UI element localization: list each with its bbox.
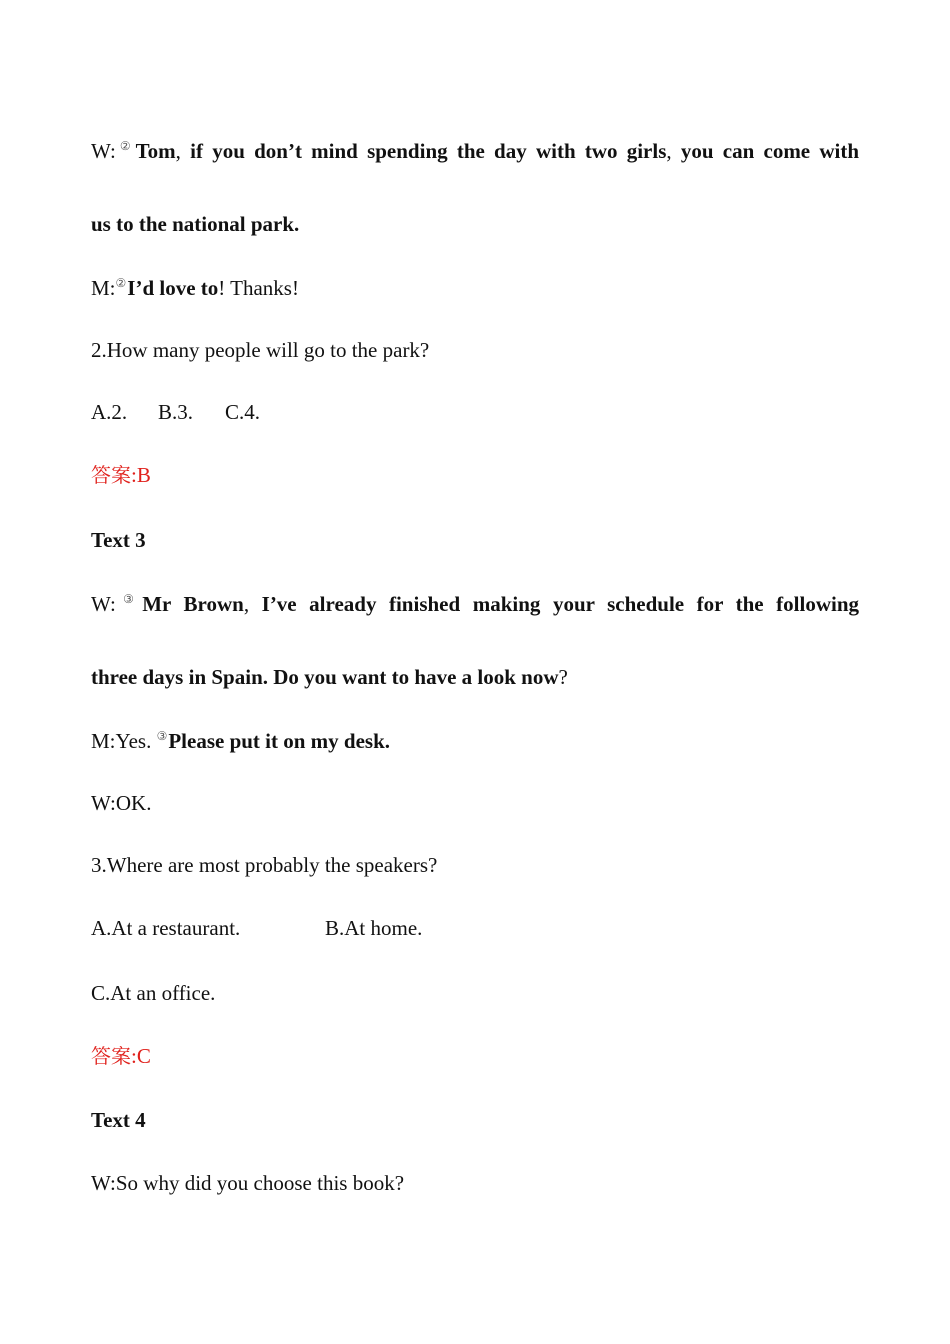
dialogue-line: M:Yes. ③Please put it on my desk. — [91, 729, 391, 753]
option-b: B.At home. — [325, 916, 423, 940]
section-heading: Text 3 — [91, 528, 146, 552]
circled-two-mark: ② — [115, 139, 135, 153]
circled-two-mark: ② — [115, 276, 127, 290]
dialogue-line-continued: three days in Spain. Do you want to have a look now? — [91, 665, 568, 689]
options-3-row1 — [91, 918, 422, 939]
option-c: C.4. — [225, 400, 261, 424]
dialogue-line: W:②Tom, if you don’t mind spending the day with two girls, you can come with — [91, 139, 860, 163]
options-2 — [91, 402, 260, 423]
dialogue-line-continued: us to the national park. — [91, 212, 300, 236]
question-3: 3.Where are most probably the speakers? — [91, 853, 438, 877]
question-2: 2.How many people will go to the park? — [91, 338, 430, 362]
section-heading: Text 4 — [91, 1108, 146, 1132]
dialogue-line: W:So why did you choose this book? — [91, 1171, 405, 1195]
option-c: C.At an office. — [91, 981, 216, 1005]
option-a: A.At a restaurant. — [91, 916, 241, 940]
dialogue-line: M:②I’d love to! Thanks! — [91, 276, 299, 300]
circled-three-mark: ③ — [156, 729, 168, 743]
option-a: A.2. — [91, 400, 128, 424]
option-b: B.3. — [158, 400, 194, 424]
dialogue-line: W:OK. — [91, 791, 152, 815]
answer-3: 答案:C — [91, 1044, 151, 1068]
circled-three-mark: ③ — [115, 592, 142, 606]
answer-2: 答案:B — [91, 463, 151, 487]
dialogue-line: W:③Mr Brown, I’ve already finished making your schedule for the following — [91, 592, 860, 616]
